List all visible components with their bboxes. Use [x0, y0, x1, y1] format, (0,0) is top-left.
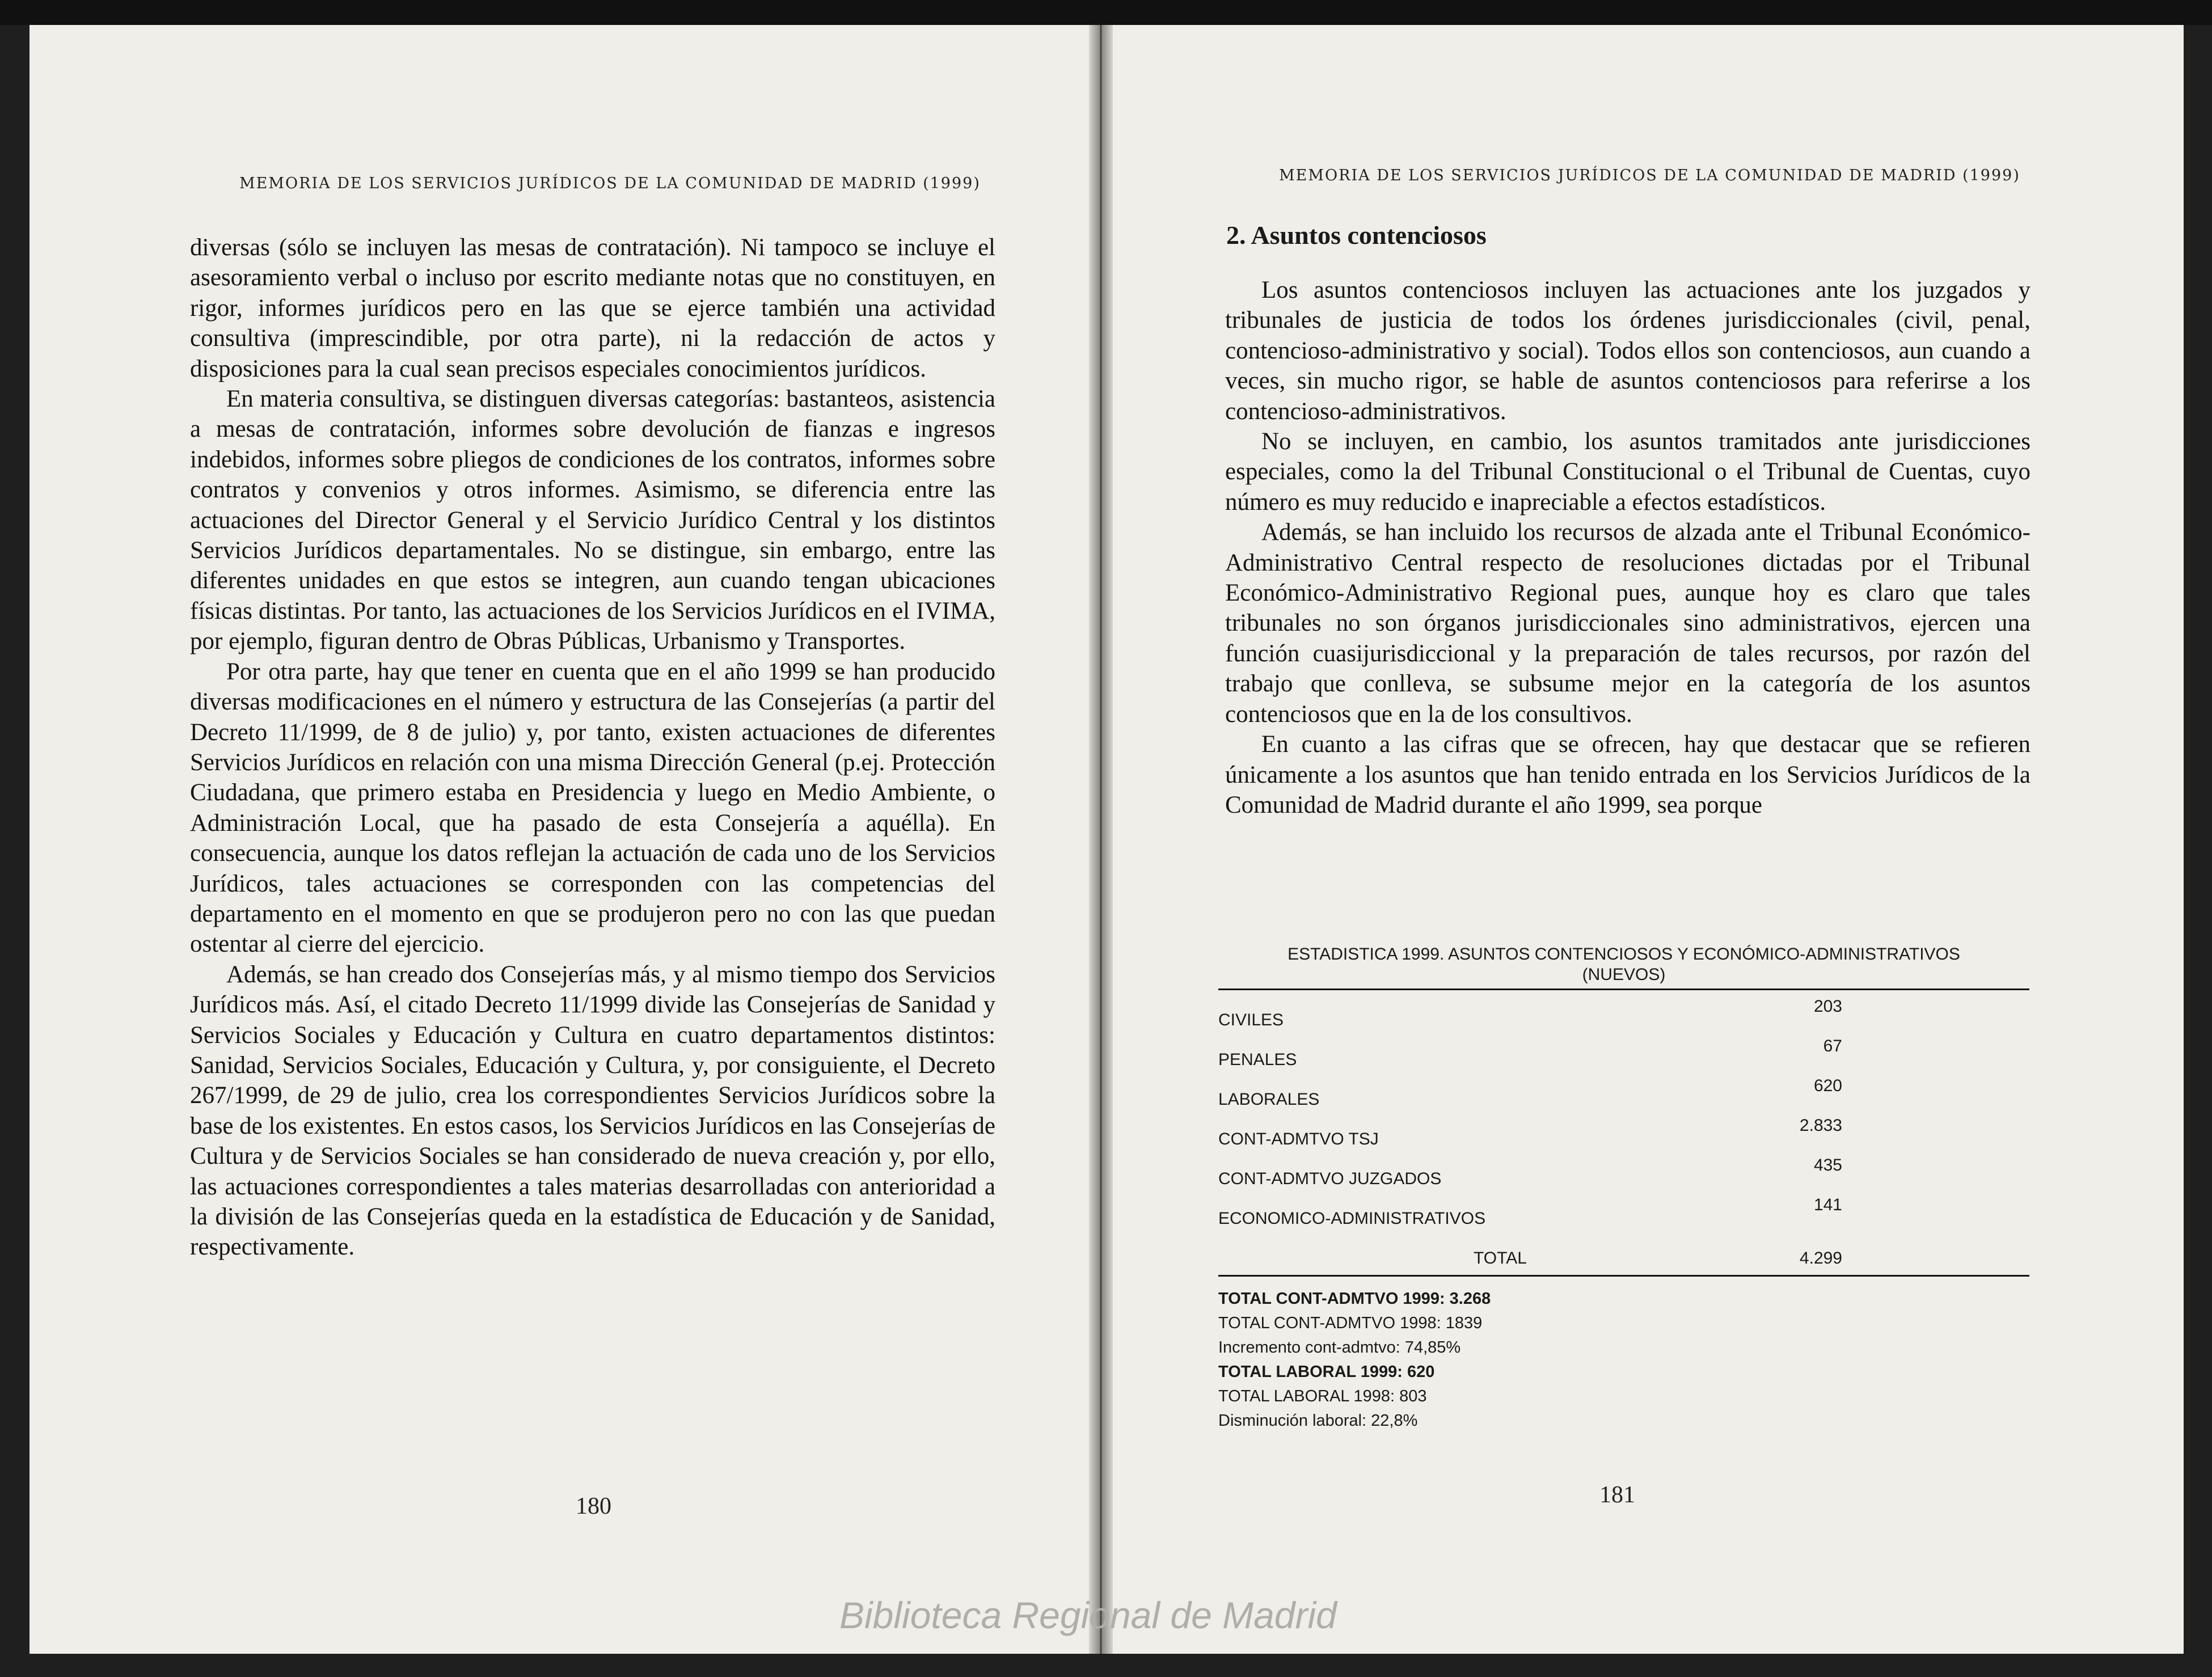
left-page-number: 180 — [576, 1493, 611, 1519]
row-value: 2.833 — [1799, 1116, 1842, 1135]
library-watermark: Biblioteca Regional de Madrid — [839, 1594, 1337, 1636]
row-value: 435 — [1813, 1156, 1842, 1175]
left-paragraph-2: En materia consultiva, se distinguen diversas categorías: bastanteos, asistencia a mesas de contratación, informes sobre devolución de fianzas e ingresos indebidos, informes sobre pliegos de condiciones de los contratos, informes sobre contratos y convenios y otros informes. Asimismo, se diferencia entre las actuaciones del Director General y el Servicio Jurídico Central y los distintos Servicios Jurídicos departamentales. No se distingue, sin embargo, entre las diferentes unidades en que estos se integren, aun cuando tengan ubicaciones físicas distintas. Por tanto, las actuaciones de los Servicios Jurídicos en el IVIMA, por ejemplo, figuran dentro de Obras Públicas, Urbanismo y Transportes. — [190, 386, 995, 655]
note-line: TOTAL LABORAL 1999: 620 — [1218, 1363, 1435, 1381]
section-title: 2. Asuntos contenciosos — [1226, 221, 1487, 250]
row-value: 67 — [1823, 1037, 1842, 1055]
note-line: TOTAL LABORAL 1998: 803 — [1218, 1387, 1427, 1405]
right-body-text — [1225, 275, 2031, 820]
right-page-number: 181 — [1599, 1482, 1635, 1508]
table-row — [1218, 994, 2029, 1033]
statistics-table — [1218, 944, 2029, 1433]
table-row — [1218, 1073, 2029, 1113]
table-top-rule — [1218, 989, 2029, 990]
left-running-header: MEMORIA DE LOS SERVICIOS JURÍDICOS DE LA COMUNIDAD DE MADRID (1999) — [239, 175, 981, 192]
right-paragraph-1: Los asuntos contenciosos incluyen las actuaciones ante los juzgados y tribunales de justicia de todos los órdenes jurisdiccionales (civil, penal, contencioso-administrativo y social). Todos ellos son contenciosos, aun cuando a veces, sin mucho rigor, se hable de asuntos contenciosos para referirse a los contencioso-administrativos. — [1225, 277, 2031, 425]
total-label: TOTAL — [1474, 1249, 1527, 1268]
note-line: TOTAL CONT-ADMTVO 1998: 1839 — [1218, 1314, 1483, 1332]
table-subtitle: (NUEVOS) — [1582, 965, 1666, 984]
left-body-text — [190, 233, 995, 1262]
row-label: ECONOMICO-ADMINISTRATIVOS — [1218, 1209, 1486, 1228]
table-notes — [1218, 1287, 2029, 1433]
book-gutter — [1089, 25, 1113, 1654]
row-value: 141 — [1813, 1196, 1842, 1214]
right-running-header: MEMORIA DE LOS SERVICIOS JURÍDICOS DE LA COMUNIDAD DE MADRID (1999) — [1279, 167, 2020, 184]
note-line: Disminución laboral: 22,8% — [1218, 1412, 1418, 1430]
row-label: CONT-ADMTVO JUZGADOS — [1218, 1169, 1442, 1188]
row-label: LABORALES — [1218, 1090, 1320, 1109]
row-label: CIVILES — [1218, 1011, 1284, 1029]
total-value: 4.299 — [1799, 1249, 1842, 1268]
table-row — [1218, 1152, 2029, 1192]
row-value: 203 — [1813, 997, 1842, 1016]
left-paragraph-3: Por otra parte, hay que tener en cuenta que en el año 1999 se han producido diversas modificaciones en el número y estructura de las Consejerías (a partir del Decreto 11/1999, de 8 de julio) y, por tanto, existen actuaciones de diferentes Servicios Jurídicos en relación con una misma Dirección General (p.ej. Protección Ciudadana, que primero estaba en Presidencia y luego en Medio Ambiente, o Administración Local, que ha pasado de esta Consejería a aquélla). En consecuencia, aunque los datos reflejan la actuación de cada uno de los Servicios Jurídicos, tales actuaciones se corresponden con las competencias del departamento en el momento en que se produjeron pero no con las que puedan ostentar al cierre del ejercicio. — [190, 658, 995, 958]
table-bottom-rule — [1218, 1275, 2029, 1277]
left-paragraph-4: Además, se han creado dos Consejerías más, y al mismo tiempo dos Servicios Jurídicos más. Así, el citado Decreto 11/1999 divide las Consejerías de Sanidad y Servicios Sociales y Educación y Cultura en cuatro departamentos distintos: Sanidad, Servicios Sociales, Educación y Cultura, y, por consiguiente, el Decreto 267/1999, de 29 de julio, crea los correspondientes Servicios Jurídicos sobre la base de los existentes. En estos casos, los Servicios Jurídicos en las Consejerías de Cultura y de Servicios Sociales se han considerado de nueva creación y, por ello, las actuaciones correspondientes a tales materias desarrolladas con anterioridad a la división de las Consejerías queda en la estadística de Educación y de Sanidad, respectivamente. — [190, 961, 995, 1261]
table-title: ESTADISTICA 1999. ASUNTOS CONTENCIOSOS Y ECONÓMICO-ADMINISTRATIVOS — [1287, 945, 1960, 964]
left-paragraph-1: diversas (sólo se incluyen las mesas de contratación). Ni tampoco se incluye el asesoramiento verbal o incluso por escrito mediante notas que no constituyen, en rigor, informes jurídicos pero en las que se ejerce también una actividad consultiva (imprescindible, por otra parte), ni la redacción de actos y disposiciones para la cual sean precisos especiales conocimientos jurídicos. — [190, 234, 995, 382]
scan-top-edge — [0, 0, 2212, 25]
right-paragraph-2: No se incluyen, en cambio, los asuntos tramitados ante jurisdicciones especiales, como la del Tribunal Constitucional o el Tribunal de Cuentas, cuyo número es muy reducido e inapreciable a efectos estadísticos. — [1225, 428, 2031, 516]
table-row — [1218, 1192, 2029, 1232]
note-line: Incremento cont-admtvo: 74,85% — [1218, 1338, 1461, 1357]
note-line: TOTAL CONT-ADMTVO 1999: 3.268 — [1218, 1290, 1491, 1308]
row-value: 620 — [1813, 1076, 1842, 1095]
right-paragraph-4: En cuanto a las cifras que se ofrecen, hay que destacar que se refieren únicamente a los asuntos que han tenido entrada en los Servicios Jurídicos de la Comunidad de Madrid durante el año 1999, sea porque — [1225, 731, 2031, 818]
table-row — [1218, 1113, 2029, 1152]
table-total-row — [1218, 1232, 2029, 1272]
row-label: CONT-ADMTVO TSJ — [1218, 1130, 1379, 1148]
right-paragraph-3: Además, se han incluido los recursos de alzada ante el Tribunal Económico-Administrativo Central respecto de resoluciones dictadas por el Tribunal Económico-Administrativo Regional pues, aunque hoy es claro que tales tribunales no son órganos jurisdiccionales sino administrativos, ejercen una función cuasijurisdiccional y la preparación de tales recursos, por razón del trabajo que conlleva, se subsume mejor en la categoría de los asuntos contenciosos que en la de los consultivos. — [1225, 519, 2031, 728]
row-label: PENALES — [1218, 1050, 1297, 1069]
table-row — [1218, 1033, 2029, 1073]
